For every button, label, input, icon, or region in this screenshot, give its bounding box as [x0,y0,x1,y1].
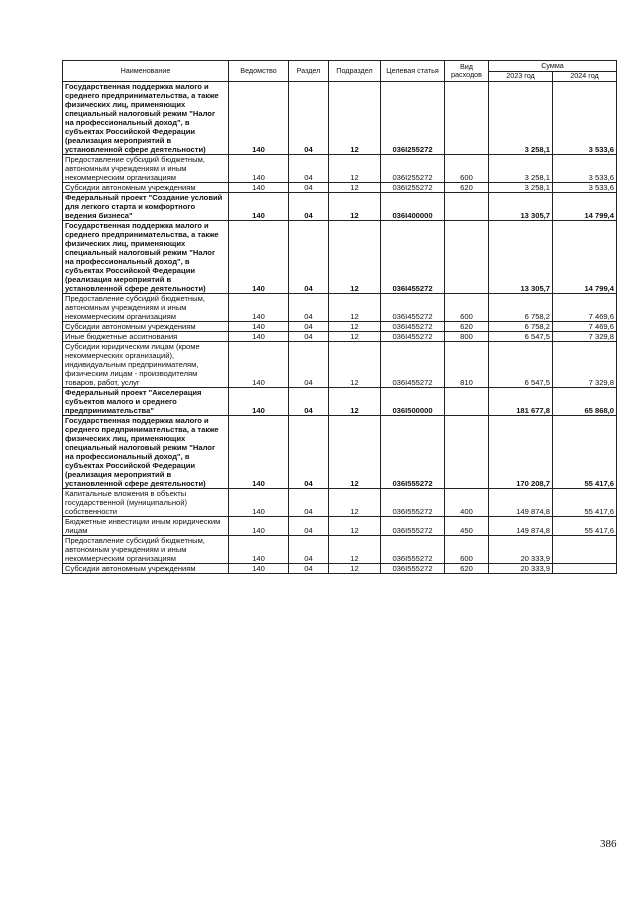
table-row [63,155,617,183]
cell-ministry: 140 [229,332,289,342]
cell-section: 04 [289,489,329,517]
cell-ministry: 140 [229,416,289,489]
cell-2023: 3 258,1 [489,183,553,193]
cell-2024: 14 799,4 [553,193,617,221]
cell-section: 04 [289,322,329,332]
table-row [63,388,617,416]
cell-target: 036I455272 [381,221,445,294]
cell-2023: 181 677,8 [489,388,553,416]
cell-ministry: 140 [229,517,289,536]
header-section: Раздел [289,61,329,82]
cell-section: 04 [289,155,329,183]
cell-name: Субсидии юридическим лицам (кроме некоммерческих организаций), индивидуальным предпринимателям, физическим лицам - производителям товаров, работ, услуг [63,342,229,388]
cell-target: 036I555272 [381,489,445,517]
cell-section: 04 [289,388,329,416]
cell-ministry: 140 [229,564,289,574]
header-2024: 2024 год [553,72,617,82]
cell-name: Субсидии автономным учреждениям [63,322,229,332]
cell-ministry: 140 [229,183,289,193]
cell-subsection: 12 [329,536,381,564]
cell-section: 04 [289,221,329,294]
cell-ministry: 140 [229,489,289,517]
cell-2024: 7 469,6 [553,322,617,332]
cell-name: Государственная поддержка малого и среднего предпринимательства, а также физических лиц, применяющих специальный налоговый режим "Налог на профессиональный доход", в субъектах Российской Федерации (реализация мероприятий в установленной сфере деятельности) [63,82,229,155]
header-subsection: Подраздел [329,61,381,82]
page-number: 386 [600,838,617,850]
header-sum: Сумма [489,61,617,72]
cell-exp-type: 600 [445,294,489,322]
cell-target: 036I555272 [381,517,445,536]
cell-2024 [553,536,617,564]
cell-exp-type: 620 [445,564,489,574]
cell-target: 036I255272 [381,155,445,183]
cell-section: 04 [289,416,329,489]
cell-2024: 7 329,8 [553,342,617,388]
cell-name: Федеральный проект "Создание условий для легкого старта и комфортного ведения бизнеса" [63,193,229,221]
cell-2023: 6 758,2 [489,294,553,322]
table-row [63,332,617,342]
cell-2023: 149 874,8 [489,489,553,517]
cell-2024: 55 417,6 [553,489,617,517]
cell-name: Федеральный проект "Акселерация субъектов малого и среднего предпринимательства" [63,388,229,416]
cell-name: Бюджетные инвестиции иным юридическим лицам [63,517,229,536]
cell-target: 036I455272 [381,322,445,332]
cell-2023: 20 333,9 [489,564,553,574]
cell-2024: 3 533,6 [553,155,617,183]
cell-exp-type [445,193,489,221]
cell-ministry: 140 [229,322,289,332]
table-row [63,294,617,322]
table-row [63,536,617,564]
cell-name: Предоставление субсидий бюджетным, автономным учреждениям и иным некоммерческим организациям [63,155,229,183]
cell-ministry: 140 [229,193,289,221]
cell-2023: 149 874,8 [489,517,553,536]
cell-section: 04 [289,536,329,564]
cell-exp-type: 800 [445,332,489,342]
cell-subsection: 12 [329,332,381,342]
cell-2023: 6 758,2 [489,322,553,332]
cell-2024: 7 329,8 [553,332,617,342]
cell-2023: 13 305,7 [489,221,553,294]
cell-section: 04 [289,294,329,322]
table-row [63,322,617,332]
table-row [63,416,617,489]
cell-exp-type: 810 [445,342,489,388]
cell-section: 04 [289,342,329,388]
header-name: Наименование [63,61,229,82]
cell-target: 036I555272 [381,564,445,574]
cell-name: Предоставление субсидий бюджетным, автономным учреждениям и иным некоммерческим организациям [63,294,229,322]
cell-exp-type [445,221,489,294]
table-row [63,517,617,536]
cell-name: Предоставление субсидий бюджетным, автономным учреждениям и иным некоммерческим организациям [63,536,229,564]
cell-ministry: 140 [229,221,289,294]
cell-subsection: 12 [329,193,381,221]
cell-exp-type [445,82,489,155]
cell-name: Государственная поддержка малого и среднего предпринимательства, а также физических лиц, применяющих специальный налоговый режим "Налог на профессиональный доход", в субъектах Российской Федерации (реализация мероприятий в установленной сфере деятельности) [63,416,229,489]
cell-2024: 65 868,0 [553,388,617,416]
header-2023: 2023 год [489,72,553,82]
table-row [63,183,617,193]
table-row [63,82,617,155]
cell-subsection: 12 [329,82,381,155]
cell-exp-type [445,416,489,489]
cell-2024: 55 417,6 [553,517,617,536]
header-target: Целевая статья [381,61,445,82]
cell-subsection: 12 [329,183,381,193]
cell-2024: 7 469,6 [553,294,617,322]
cell-subsection: 12 [329,221,381,294]
cell-target: 036I400000 [381,193,445,221]
cell-exp-type: 600 [445,155,489,183]
cell-subsection: 12 [329,155,381,183]
cell-name: Субсидии автономным учреждениям [63,564,229,574]
cell-2024 [553,564,617,574]
cell-2023: 3 258,1 [489,155,553,183]
cell-exp-type [445,388,489,416]
cell-2023: 3 258,1 [489,82,553,155]
cell-2023: 6 547,5 [489,332,553,342]
cell-target: 036I455272 [381,332,445,342]
cell-ministry: 140 [229,388,289,416]
cell-2024: 3 533,6 [553,183,617,193]
cell-section: 04 [289,332,329,342]
cell-2024: 3 533,6 [553,82,617,155]
cell-target: 036I500000 [381,388,445,416]
cell-subsection: 12 [329,564,381,574]
cell-2024: 14 799,4 [553,221,617,294]
table-row [63,221,617,294]
cell-section: 04 [289,183,329,193]
budget-table [62,60,617,574]
cell-subsection: 12 [329,489,381,517]
table-row [63,564,617,574]
cell-section: 04 [289,193,329,221]
budget-table-sheet [62,60,616,574]
cell-target: 036I455272 [381,342,445,388]
cell-name: Субсидии автономным учреждениям [63,183,229,193]
cell-name: Капитальные вложения в объекты государственной (муниципальной) собственности [63,489,229,517]
cell-exp-type: 620 [445,183,489,193]
cell-ministry: 140 [229,155,289,183]
cell-2024: 55 417,6 [553,416,617,489]
cell-exp-type: 600 [445,536,489,564]
cell-exp-type: 400 [445,489,489,517]
header-ministry: Ведомство [229,61,289,82]
cell-exp-type: 620 [445,322,489,332]
cell-2023: 13 305,7 [489,193,553,221]
cell-exp-type: 450 [445,517,489,536]
table-body [63,82,617,574]
table-row [63,193,617,221]
cell-target: 036I255272 [381,82,445,155]
cell-2023: 170 208,7 [489,416,553,489]
cell-ministry: 140 [229,536,289,564]
cell-2023: 20 333,9 [489,536,553,564]
cell-ministry: 140 [229,294,289,322]
cell-section: 04 [289,82,329,155]
cell-section: 04 [289,564,329,574]
header-exp-type: Вид расходов [445,61,489,82]
cell-subsection: 12 [329,416,381,489]
cell-subsection: 12 [329,322,381,332]
cell-name: Государственная поддержка малого и среднего предпринимательства, а также физических лиц, применяющих специальный налоговый режим "Налог на профессиональный доход", в субъектах Российской Федерации (реализация мероприятий в установленной сфере деятельности) [63,221,229,294]
cell-subsection: 12 [329,342,381,388]
cell-target: 036I255272 [381,183,445,193]
cell-2023: 6 547,5 [489,342,553,388]
cell-subsection: 12 [329,388,381,416]
cell-ministry: 140 [229,82,289,155]
cell-target: 036I555272 [381,416,445,489]
cell-target: 036I455272 [381,294,445,322]
table-row [63,342,617,388]
cell-subsection: 12 [329,294,381,322]
cell-target: 036I555272 [381,536,445,564]
cell-section: 04 [289,517,329,536]
cell-subsection: 12 [329,517,381,536]
cell-name: Иные бюджетные ассигнования [63,332,229,342]
cell-ministry: 140 [229,342,289,388]
table-row [63,489,617,517]
